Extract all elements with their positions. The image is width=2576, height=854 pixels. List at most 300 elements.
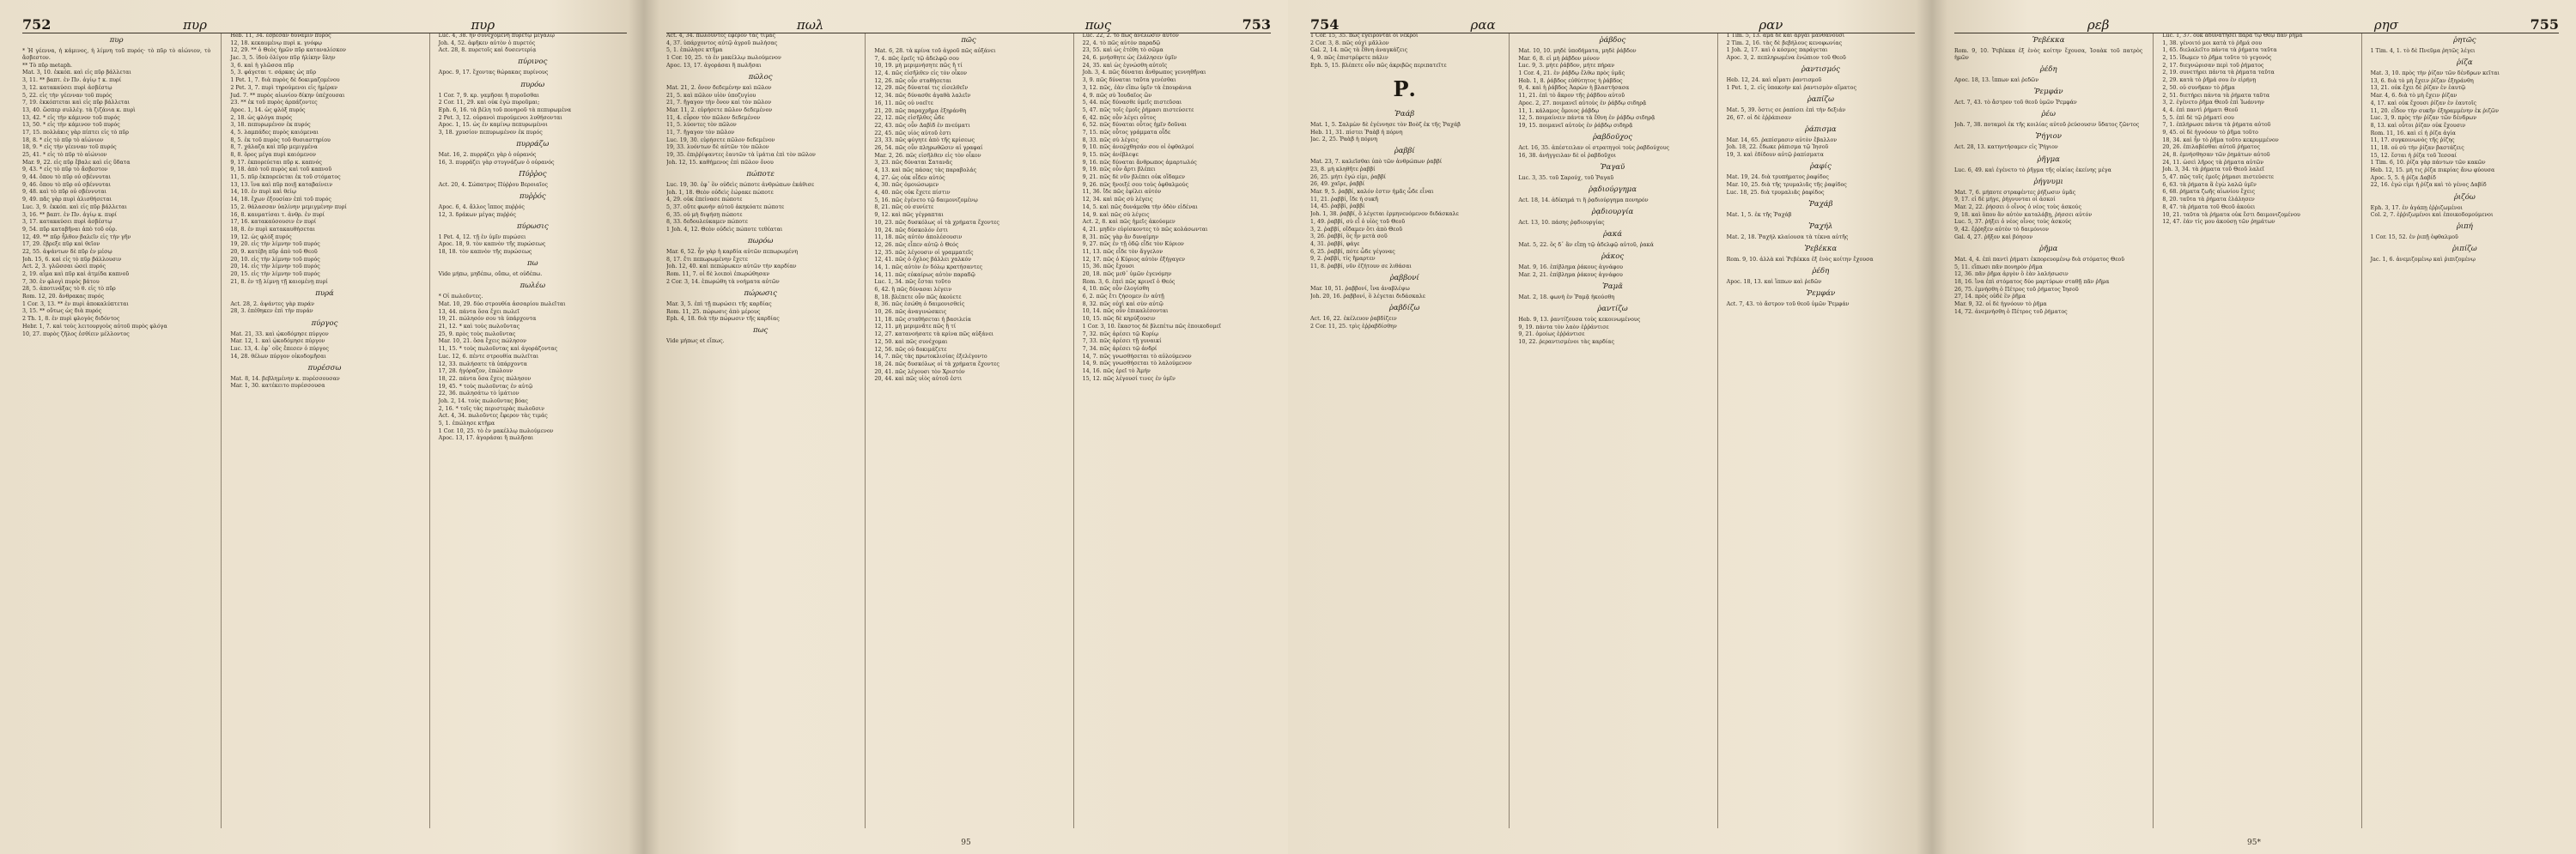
headword: ῥαντίζω (1597, 305, 1628, 313)
headword: Ῥαάβ (1394, 109, 1415, 118)
concordance-entry: 4, 10. πῶς οὖν ἐλογίσθη (1082, 286, 1150, 293)
concordance-entry: Mat. 1, 5. ἐκ τῆς Ῥαχάβ (1726, 211, 1792, 218)
concordance-entry: 14, 10. ἐν πυρὶ καὶ θείῳ (230, 189, 297, 196)
concordance-entry: 13, 40. ὥσπερ συλλέγ. τὰ ζιζάνια κ. πυρὶ (22, 106, 136, 113)
concordance-entry: Joh. 12, 15. καθήμενος ἐπὶ πῶλον ὄνου (666, 159, 774, 166)
concordance-entry: Apoc. 9, 17. ἔχοντας θώρακας πυρίνους (438, 70, 549, 76)
concordance-entry: 5, 11. εἴπωσι πᾶν πονηρὸν ῥῆμα (1954, 263, 2043, 270)
concordance-entry: 9, 45. οἱ δὲ ἠγνόουν τὸ ῥῆμα τοῦτο (2162, 129, 2258, 136)
headword: ῥαββονί (1389, 274, 1419, 283)
concordance-entry: 20, 14. εἰς τὴν λίμνην τοῦ πυρός (230, 263, 320, 270)
concordance-entry: Hebr. 1, 7. καὶ τοὺς λειτουργοὺς αὐτοῦ πυρὸς φλόγα (22, 323, 167, 330)
concordance-entry: 21, 7. ἤγαγον τὴν ὄνον καὶ τὸν πῶλον (666, 100, 772, 106)
concordance-entry: Joh. 15, 6. καὶ εἰς τὸ πῦρ βάλλουσιν (22, 256, 122, 263)
concordance-entry: Rom. 11, 7. οἱ δὲ λοιποὶ ἐπωρώθησαν (666, 271, 770, 278)
concordance-entry: Apoc. 13, 17. ἀγοράσαι ἢ πωλῆσαι (438, 435, 534, 442)
concordance-entry: Joh. 4, 52. ἀφῆκεν αὐτὸν ὁ πυρετός (438, 39, 536, 46)
concordance-entry: 22, 36. πωλησάτω τὸ ἱμάτιον (438, 391, 519, 397)
concordance-entry: 19, 20. εἰς τὴν λίμνην τοῦ πυρός (230, 241, 320, 248)
concordance-entry: 9, 4. καὶ ἡ ῥάβδος Ἀαρὼν ἡ βλαστήσασα (1518, 85, 1630, 92)
concordance-entry: 19, 33. λυόντων δὲ αὐτῶν τὸν πῶλον (666, 144, 769, 151)
concordance-entry: 11, 17. συγκοινωνὸς τῆς ῥίζης (2370, 137, 2455, 144)
headword: πω (527, 259, 538, 269)
concordance-entry: 7, 33. πῶς ἀρέσει τῇ γυναικί (1082, 338, 1162, 345)
concordance-entry: 9, 42. ἔῤῥηξεν αὐτὸν τὸ δαιμόνιον (1954, 227, 2049, 233)
concordance-entry: 12, 33. πωλήσατε τὰ ὑπάρχοντα (438, 360, 527, 367)
concordance-entry: 26, 25. μήτι ἐγώ εἰμι, ῥαββί (1310, 173, 1387, 180)
concordance-entry: 20, 9. κατέβη πῦρ ἀπὸ τοῦ Θεοῦ (230, 248, 318, 255)
headword: Ῥεμφάν (2033, 88, 2063, 97)
concordance-entry: Heb. 11, 31. πίστει Ῥαὰβ ἡ πόρνη (1310, 129, 1403, 136)
concordance-entry: 14, 18. ἔχων ἐξουσίαν ἐπὶ τοῦ πυρός (230, 197, 331, 203)
concordance-entry: * Οἱ πωλοῦντες. (438, 294, 483, 300)
concordance-entry: Mar. 6, 8. εἰ μὴ ῥάβδον μόνον (1518, 55, 1600, 62)
concordance-entry: Mar. 14, 65. ῥαπίσμασιν αὐτὸν ἔβαλλον (1726, 136, 1838, 143)
concordance-entry: 9, 54. πῦρ καταβῆναι ἀπὸ τοῦ οὐρ. (22, 226, 118, 233)
concordance-entry: 9, 49. πᾶς γὰρ πυρὶ ἁλισθήσεται (22, 197, 112, 203)
concordance-entry: 12, 34. πῶς δύνασθε ἀγαθὰ λαλεῖν (874, 93, 971, 100)
concordance-entry: Luc. 13, 4. ἐφ᾽ οὓς ἔπεσεν ὁ πύργος (230, 345, 329, 352)
page-754 (1288, 0, 1932, 854)
concordance-entry: 6, 68. ῥήματα ζωῆς αἰωνίου ἔχεις (2162, 189, 2255, 196)
concordance-entry: Luc. 3, 9. πρὸς τὴν ῥίζαν τῶν δένδρων (2370, 115, 2477, 122)
concordance-entry: Luc. 3, 9. ἐκκόπ. καὶ εἰς πῦρ βάλλεται (22, 203, 127, 210)
concordance-entry: 18, 8. ἐν πυρὶ κατακαυθήσεται (230, 226, 315, 233)
concordance-entry: 11, 36. ἴδε πῶς ἐφίλει αὐτόν (1082, 189, 1162, 196)
concordance-entry: 9, 18. ἀπὸ τοῦ πυρὸς καὶ τοῦ καπνοῦ (230, 167, 332, 173)
column-1 (1954, 33, 2142, 828)
concordance-entry: 1 Cor. 10, 25. τὸ ἐν μακέλλῳ πωλούμενον (438, 427, 554, 434)
concordance-entry: 9, 26. πῶς ἤνοιξέ σου τοὺς ὀφθαλμούς (1082, 181, 1189, 188)
header-word-left: ραα (1470, 17, 1496, 33)
concordance-entry: Apoc. 18, 13. ἵππων καὶ ῥεδῶν (1954, 77, 2039, 84)
headword: ῥαπίζω (1807, 94, 1834, 104)
concordance-entry: 1 Cor. 4, 21. ἐν ῥάβδῳ ἔλθω πρὸς ὑμᾶς (1518, 70, 1625, 77)
concordance-entry: 14, 28. θέλων πύργον οἰκοδομῆσαι (230, 353, 326, 360)
concordance-entry: 1 Cor. 15, 52. ἐν ῥιπῇ ὀφθαλμοῦ (2370, 234, 2458, 241)
concordance-entry: Joh. 3, 34. τὰ ῥήματα τοῦ Θεοῦ λαλεῖ (2162, 167, 2265, 173)
headword: πώποτε (746, 169, 775, 179)
concordance-entry: 17, 15. πολλάκις γὰρ πίπτει εἰς τὸ πῦρ (22, 129, 130, 136)
column-2 (1509, 33, 1706, 828)
concordance-entry: 1 Pet. 1, 7. διὰ πυρὸς δὲ δοκιμαζομένου (230, 77, 340, 84)
concordance-entry: 5, 3. φάγεται τ. σάρκας ὡς πῦρ (230, 70, 317, 76)
headword: ῥέδη (2039, 65, 2057, 75)
concordance-entry: 11, 21. ἐπὶ τὸ ἄκρον τῆς ῥάβδου αὐτοῦ (1518, 93, 1625, 100)
headword: ῥίζα (2456, 58, 2473, 68)
concordance-entry: 12, 3. δράκων μέγας πυῤῥός (438, 211, 516, 218)
concordance-entry: 9, 17. ἐκπορεύεται πῦρ κ. καπνός (230, 159, 322, 166)
concordance-entry: Rom. 12, 20. ἄνθρακας πυρός (22, 294, 105, 300)
headword: ῥαβδοῦχος (1592, 132, 1633, 142)
concordance-entry: Act. 4, 34. πωλοῦντες ἔφερον τὰς τιμάς (438, 413, 548, 420)
concordance-entry: 3, 9. πῶς δύναται ταῦτα γενέσθαι (1082, 77, 1176, 84)
concordance-entry: Joh. 20, 16. ῥαββονί, ὃ λέγεται διδάσκαλε (1310, 293, 1426, 300)
concordance-entry: Apoc. 1, 14. ὡς φλὸξ πυρός (230, 106, 306, 113)
concordance-entry: Mat. 2, 18. Ῥαχὴλ κλαίουσα τὰ τέκνα αὐτῆς (1726, 233, 1849, 240)
concordance-entry: Apoc. 6, 4. ἄλλος ἵππος πυῤῥός (438, 203, 525, 210)
headword: ῥαβδίζω (1388, 303, 1420, 312)
concordance-entry: Joh. 2, 14. τοὺς πωλοῦντας βόας (438, 397, 528, 404)
headword: πυρόω (520, 80, 545, 89)
concordance-entry: 26, 54. πῶς οὖν πληρωθῶσιν αἱ γραφαί (874, 144, 983, 151)
concordance-entry: 1, 65. διελαλεῖτο πάντα τὰ ῥήματα ταῦτα (2162, 47, 2277, 54)
text-columns (1954, 33, 2559, 828)
concordance-entry: Joh. 1, 38. ῥαββί, ὃ λέγεται ἑρμηνευόμενον διδάσκαλε (1310, 211, 1459, 218)
concordance-entry: 23, 55. καὶ ὡς ἐτέθη τὸ σῶμα (1082, 47, 1163, 54)
headword: ῥαντισμός (1801, 65, 1840, 75)
concordance-entry: 14, 72. ἀνεμνήσθη ὁ Πέτρος τοῦ ῥήματος (1954, 308, 2068, 315)
concordance-entry: Joh. 1, 18. Θεὸν οὐδεὶς ἑώρακε πώποτε (666, 189, 774, 196)
concordance-entry: 16, 8. καυματίσαι τ. ἀνθρ. ἐν πυρί (230, 211, 325, 218)
concordance-entry: Apoc. 5, 5. ἡ ῥίζα Δαβίδ (2370, 174, 2436, 181)
concordance-entry: 3, 23. πῶς δύναται Σατανᾶς (874, 160, 953, 167)
concordance-entry: 12, 49. ** πῦρ ἦλθον βαλεῖν εἰς τὴν γῆν (22, 233, 131, 240)
concordance-entry: 7, 19. ἐκκόπτεται καὶ εἰς πῦρ βάλλεται (22, 100, 131, 106)
concordance-entry: 1 Joh. 2, 17. καὶ ὁ κόσμος παράγεται (1726, 47, 1828, 54)
concordance-entry: Luc. 19, 30. εὑρήσετε πῶλον δεδεμένον (666, 136, 775, 143)
concordance-entry: 1, 38. γένοιτό μοι κατὰ τὸ ῥῆμά σου (2162, 39, 2263, 46)
concordance-entry: 8, 21. πῶς οὐ συνίετε (874, 204, 934, 211)
header-word-left: ρεβ (2087, 17, 2110, 33)
header-word-left: πωλ (796, 17, 824, 33)
concordance-entry: Rom. 11, 16. καὶ εἰ ἡ ῥίζα ἁγία (2370, 130, 2456, 136)
concordance-entry: 11, 5. λύοντες τὸν πῶλον (666, 122, 737, 129)
concordance-entry: 3, 2. ῥαββί, οἴδαμεν ὅτι ἀπὸ Θεοῦ (1310, 226, 1403, 233)
concordance-entry: 11, 7. ἤγαγον τὸν πῶλον (666, 129, 735, 136)
concordance-entry: 9, 27. πῶς ἐν τῇ ὁδῷ εἶδε τὸν Κύριον (1082, 241, 1184, 248)
concordance-entry: 8, 47. τὰ ῥήματα τοῦ Θεοῦ ἀκούει (2162, 203, 2256, 210)
concordance-entry: Mar. 11, 2. εὑρήσετε πῶλον δεδεμένον (666, 106, 773, 113)
concordance-entry: Jud. 7. ** πυρὸς αἰωνίου δίκην ὑπέχουσαι (230, 92, 345, 99)
concordance-entry: 1 Tim. 4, 1. τὸ δὲ Πνεῦμα ῥητῶς λέγει (2370, 48, 2476, 54)
concordance-entry: Mar. 4, 6. διὰ τὸ μὴ ἔχειν ῥίζαν (2370, 93, 2458, 100)
concordance-entry: Mat. 8, 14. βεβλημένην κ. πυρέσσουσαν (230, 375, 340, 382)
concordance-entry: 3, 12. κατακαύσει πυρὶ ἀσβέστῳ (22, 84, 112, 91)
headword: ῥέδη (1812, 266, 1830, 276)
concordance-entry: Heb. 1, 8. ῥάβδος εὐθύτητος ἡ ῥάβδος (1518, 77, 1623, 84)
concordance-entry: 13, 13. ἵνα καὶ πῦρ ποιῇ καταβαίνειν (230, 181, 333, 188)
concordance-entry: 8, 18. βλέπετε οὖν πῶς ἀκούετε (874, 294, 962, 300)
concordance-entry: 11, 18. πῶς αὐτὸν ἀπολέσουσιν (874, 234, 963, 241)
concordance-entry: 24, 6. μνήσθητε ὡς ἐλάλησεν ὑμῖν (1082, 55, 1177, 62)
concordance-entry: Rom. 9, 10. Ῥεβέκκα ἐξ ἑνὸς κοίτην ἔχουσα, Ἰσαὰκ τοῦ πατρὸς ἡμῶν (1954, 48, 2143, 62)
concordance-entry: 10, 27. πυρὸς ζῆλος ἐσθίειν μέλλοντος (22, 330, 130, 337)
concordance-entry: 18, 22. πάντα ὅσα ἔχεις πώλησον (438, 375, 532, 382)
concordance-entry: 19, 15. ποιμανεῖ αὐτοὺς ἐν ῥάβδῳ σιδηρᾷ (1518, 122, 1633, 129)
headword: ῥᾳδιουργία (1591, 207, 1634, 216)
concordance-entry: 1 Cor. 3, 13. ** ἐν πυρὶ ἀποκαλύπτεται (22, 300, 129, 307)
concordance-entry: 3, 26. ῥαββί, ὃς ἦν μετὰ σοῦ (1310, 233, 1388, 240)
concordance-entry: 23, 8. μὴ κληθῆτε ῥαββί (1310, 167, 1376, 173)
concordance-entry: Mar. 12, 1. καὶ ᾠκοδόμησε πύργον (230, 338, 325, 345)
concordance-entry: 9, 2. ῥαββί, τίς ἥμαρτεν (1310, 256, 1376, 263)
concordance-entry: 5, 1. ἐπώλησε κτῆμα (666, 47, 723, 54)
concordance-entry: 12, 29. πῶς δύναταί τις εἰσελθεῖν (874, 85, 969, 92)
concordance-entry: 1 Joh. 4, 12. Θεὸν οὐδεὶς πώποτε τεθέαται (666, 226, 783, 233)
concordance-entry: Luc. 18, 25. διὰ τρυμαλιᾶς ῥαφίδος (1726, 189, 1825, 196)
concordance-entry: 12, 47. ἐάν τίς μου ἀκούσῃ τῶν ῥημάτων (2162, 219, 2275, 226)
concordance-entry: 8, 5. ἐκ τοῦ πυρὸς τοῦ θυσιαστηρίου (230, 136, 331, 143)
concordance-entry: 12, 35. πῶς λέγουσιν οἱ γραμματεῖς (874, 249, 974, 256)
concordance-entry: Heb. 11, 34. ἔσβεσαν δύναμιν πυρός (230, 33, 331, 39)
gutter-shadow (1917, 0, 1932, 854)
concordance-entry: 8, 20. ταῦτα τὰ ῥήματα ἐλάλησεν (2162, 197, 2255, 203)
concordance-entry: 22, 12. πῶς εἰσῆλθες ὧδε (874, 115, 945, 122)
concordance-entry: Luc. 6, 49. καὶ ἐγένετο τὸ ῥῆγμα τῆς οἰκίας ἐκείνης μέγα (1954, 167, 2111, 173)
concordance-entry: 15, 12. πῶς λέγουσί τινες ἐν ὑμῖν (1082, 375, 1176, 382)
concordance-entry: 10, 15. πῶς δὲ κηρύξουσιν (1082, 316, 1156, 323)
headword: ῥακά (1602, 230, 1623, 239)
concordance-entry: Luc. 19, 30. ἐφ᾽ ὃν οὐδεὶς πώποτε ἀνθρώπων ἐκάθισε (666, 181, 815, 188)
gutter-shadow (629, 0, 644, 854)
headword: πῶς (961, 36, 976, 45)
headword: πωρόω (747, 237, 774, 246)
concordance-entry: 12, 36. πᾶν ῥῆμα ἀργὸν ὃ ἐὰν λαλήσωσιν (1954, 271, 2069, 278)
concordance-entry: 2, 18. ὡς φλόγα πυρός (230, 114, 293, 121)
concordance-entry: 5, 22. εἰς τὴν γέενναν τοῦ πυρός (22, 92, 112, 99)
concordance-entry: 15, 36. πῶς ἔχουσι (1082, 263, 1135, 270)
headword: Ῥαχήλ (1808, 221, 1833, 231)
concordance-entry: 2, 50. οὐ συνῆκαν τὸ ῥῆμα (2162, 84, 2235, 91)
concordance-entry: Rom. 3, 6. ἐπεὶ πῶς κρινεῖ ὁ Θεός (1082, 278, 1176, 285)
concordance-entry: 11, 18. οὐ σὺ τὴν ῥίζαν βαστάζεις (2370, 144, 2464, 151)
concordance-entry: 18, 8. * εἰς τὸ πῦρ τὸ αἰώνιον (22, 136, 104, 143)
concordance-entry: 28, 3. ἐπέθηκεν ἐπὶ τὴν πυράν (230, 308, 313, 315)
concordance-entry: 9, 19. πῶς οὖν ἄρτι βλέπει (1082, 167, 1156, 173)
concordance-entry: 27, 14. πρὸς οὐδὲ ἓν ῥῆμα (1954, 294, 2026, 300)
concordance-entry: 3, 18. χρυσίον πεπυρωμένον ἐκ πυρός (438, 130, 543, 136)
concordance-entry: Mat. 6, 28. τὰ κρίνα τοῦ ἀγροῦ πῶς αὐξάνει (874, 48, 996, 54)
column-1 (666, 33, 854, 828)
concordance-entry: 9, 12. καὶ πῶς γέγραπται (874, 212, 944, 219)
column-3 (1717, 33, 1915, 828)
concordance-entry: Act. 7, 43. τὸ ἄστρον τοῦ θεοῦ ὑμῶν Ῥεμφάν (1954, 100, 2077, 106)
concordance-entry: * Ἡ γέεννα, ἡ κάμινος, ἡ λίμνη τοῦ πυρός· τὸ πῦρ τὸ αἰώνιον, τὸ ἄσβεστον. (22, 48, 211, 62)
column-3 (2361, 33, 2559, 828)
concordance-entry: 3, 12. πῶς, ἐὰν εἴπω ὑμῖν τὰ ἐπουράνια (1082, 84, 1192, 91)
concordance-entry: Mar. 9, 32. οἱ δὲ ἠγνόουν τὸ ῥῆμα (1954, 301, 2047, 307)
concordance-entry: 6, 42. πῶς οὖν λέγει οὗτος (1082, 114, 1157, 121)
concordance-entry: 3, 2. ἐγένετο ῥῆμα Θεοῦ ἐπὶ Ἰωάννην (2162, 100, 2264, 106)
concordance-entry: Apoc. 18, 9. τὸν καπνὸν τῆς πυρώσεως (438, 241, 546, 248)
header-word-right: πυρ (471, 17, 495, 33)
headword: Ῥεβέκκα (2032, 36, 2065, 45)
concordance-entry: 10, 22. ῥεραντισμένοι τὰς καρδίας (1518, 339, 1614, 346)
concordance-entry: 11, 20. εἶδον τὴν συκῆν ἐξηραμμένην ἐκ ῥιζῶν (2370, 107, 2499, 114)
concordance-entry: 15, 2. θάλασσαν ὑαλίνην μεμιγμένην πυρί (230, 203, 347, 210)
concordance-entry: 2 Tim. 2, 16. τὰς δὲ βεβήλους κενοφωνίας (1726, 39, 1843, 46)
concordance-entry: 2 Pet. 3, 12. οὐρανοὶ πυρούμενοι λυθήσονται (438, 114, 562, 121)
concordance-entry: 26, 67. οἱ δὲ ἐῤῥάπισαν (1726, 114, 1792, 121)
concordance-entry: 5, 47. πῶς τοῖς ἐμοῖς ῥήμασι πιστεύσετε (1082, 106, 1194, 113)
page-number: 754 (1310, 16, 1340, 33)
concordance-entry: 9, 46. ὅπου τὸ πῦρ οὐ σβέννυται (22, 181, 112, 188)
concordance-entry: Apoc. 3, 2. πεπληρωμένα ἐνώπιον τοῦ Θεοῦ (1726, 55, 1846, 62)
column-3 (1073, 33, 1271, 828)
concordance-entry: Mar. 10, 21. ὅσα ἔχεις πώλησον (438, 338, 526, 345)
concordance-entry: 2, 17. διεγνώρισαν περὶ τοῦ ῥήματος (2162, 62, 2264, 69)
running-header (22, 10, 627, 33)
concordance-entry: Eph. 5, 15. βλέπετε οὖν πῶς ἀκριβῶς περιπατεῖτε (1310, 62, 1447, 69)
concordance-entry: 13, 44. πάντα ὅσα ἔχει πωλεῖ (438, 308, 519, 315)
concordance-entry: 14, 9. πῶς γνωσθήσεται τὸ λαλούμενον (1082, 360, 1192, 367)
header-word-left: πυρ (183, 17, 207, 33)
concordance-entry: 26, 49. χαῖρε, ῥαββί (1310, 181, 1365, 188)
concordance-entry: Joh. 3, 4. πῶς δύναται ἄνθρωπος γεννηθῆναι (1082, 70, 1206, 76)
concordance-entry: 6, 63. τὰ ῥήματα ἃ ἐγὼ λαλῶ ὑμῖν (2162, 181, 2257, 188)
concordance-entry: Mat. 23, 7. καλεῖσθαι ὑπὸ τῶν ἀνθρώπων ῥαββί (1310, 159, 1443, 166)
concordance-entry: Apoc. 2, 27. ποιμανεῖ αὐτοὺς ἐν ῥάβδῳ σιδηρᾷ (1518, 100, 1647, 106)
headword: Πύῤῥος (519, 169, 547, 179)
concordance-entry: 3, 15. ** οὕτως ὡς διὰ πυρός (22, 308, 102, 315)
column-2 (221, 33, 418, 828)
concordance-entry: Mar. 2, 21. ἐπίβλημα ῥάκους ἀγνάφου (1518, 271, 1623, 278)
headword: Ῥαγαῦ (1600, 162, 1625, 172)
concordance-entry: Mat. 7, 6. μήποτε στραφέντες ῥήξωσιν ὑμᾶς (1954, 189, 2076, 196)
concordance-entry: 18, 9. * εἰς τὴν γέενναν τοῦ πυρός (22, 144, 117, 151)
running-header (1310, 10, 1915, 33)
concordance-entry: Act. 18, 14. ἀδίκημά τι ἢ ῥᾳδιούργημα πονηρόν (1518, 197, 1649, 203)
headword: πυῤῥός (519, 191, 546, 201)
concordance-entry: 3, 18. πεπυρωμένον ἐκ πυρός (230, 122, 311, 129)
concordance-entry: 14, 45. ῥαββί, ῥαββί (1310, 203, 1365, 210)
concordance-entry: 9, 10. πῶς ἀνεῴχθησάν σου οἱ ὀφθαλμοί (1082, 144, 1194, 151)
headword: ῥᾳδιούργημα (1589, 185, 1637, 194)
concordance-entry: 8, 31. πῶς γὰρ ἂν δυναίμην (1082, 233, 1159, 240)
page-752 (0, 0, 644, 854)
concordance-entry: 1, 49. ῥαββί, σὺ εἶ ὁ υἱὸς τοῦ Θεοῦ (1310, 218, 1406, 225)
column-2 (865, 33, 1062, 828)
concordance-entry: 5, 1. ἐπώλησε κτῆμα (438, 421, 495, 427)
concordance-entry: 1 Cor. 15, 35. πῶς ἐγείρονται οἱ νεκροί (1310, 33, 1419, 39)
concordance-entry: 1 Cor. 7, 9. κρ. γαμῆσαι ἢ πυροῦσθαι (438, 92, 540, 99)
concordance-entry: 14, 1. πῶς αὐτὸν ἐν δόλῳ κρατήσαντες (874, 263, 983, 270)
headword: πώρωσις (744, 288, 777, 298)
page-number: 755 (2530, 16, 2559, 33)
concordance-entry: 5, 47. πῶς τοῖς ἐμοῖς ῥήμασι πιστεύσετε (2162, 174, 2275, 181)
concordance-entry: 2, 15. ἴδωμεν τὸ ῥῆμα τοῦτο τὸ γεγονός (2162, 55, 2272, 62)
column-2 (2153, 33, 2350, 828)
concordance-entry: 4, 29. οὐκ ἐπείνασε πώποτε (666, 197, 743, 203)
headword: πῶλος (748, 72, 773, 82)
concordance-entry: 26, 75. ἐμνήσθη ὁ Πέτρος τοῦ ῥήματος Ἰησοῦ (1954, 286, 2079, 293)
running-header (1954, 10, 2559, 33)
headword: πωλέω (519, 282, 546, 291)
concordance-entry: 18, 16. ἵνα ἐπὶ στόματος δύο μαρτύρων σταθῇ πᾶν ῥῆμα (1954, 278, 2110, 285)
concordance-entry: Act. 16, 22. ἐκέλευον ῥαβδίζειν (1310, 315, 1397, 322)
header-word-right: ρησ (2373, 17, 2398, 33)
concordance-entry: Jac. 3, 5. ἰδοὺ ὀλίγον πῦρ ἡλίκην ὕλην (230, 55, 336, 62)
concordance-entry: 11, 21. ῥαββί, ἴδε ἡ συκῆ (1310, 196, 1378, 203)
headword: πυρά (315, 288, 334, 298)
concordance-entry: 10, 23. πῶς δυσκόλως οἱ τὰ χρήματα ἔχοντες (874, 219, 999, 226)
concordance-entry: 4, 27. ὡς οὐκ οἶδεν αὐτός (874, 174, 945, 181)
text-columns (1310, 33, 1915, 828)
headword: ῥάπισμα (1804, 124, 1837, 134)
headword: πύρινος (518, 58, 548, 67)
concordance-entry: 14, 7. πῶς γνωσθήσεται τὸ αὐλούμενον (1082, 353, 1192, 360)
concordance-entry: 14, 16. πῶς ἐρεῖ τὸ Ἀμήν (1082, 367, 1151, 374)
concordance-entry: 25, 9. πρὸς τοὺς πωλοῦντας (438, 330, 516, 337)
concordance-entry: 13, 42. * εἰς τὴν κάμινον τοῦ πυρός (22, 114, 120, 121)
concordance-entry: 4, 4. ἐπὶ παντὶ ῥήματι Θεοῦ (2162, 106, 2239, 113)
concordance-entry: Mat. 2, 18. φωνὴ ἐν Ῥαμᾷ ἠκούσθη (1518, 294, 1615, 300)
concordance-entry: 12, 34. καὶ πῶς σὺ λέγεις (1082, 197, 1153, 203)
concordance-entry: 2 Cor. 11, 29. καὶ οὐκ ἐγὼ πυροῦμαι; (438, 100, 540, 106)
concordance-entry: Act. 20, 4. Σώπατρος Πύῤῥου Βεροιαῖος (438, 181, 549, 188)
concordance-entry: 12, 18. κεκαυμένῳ πυρὶ κ. γνόφῳ (230, 39, 322, 46)
header-word-right: ραν (1759, 17, 1783, 33)
concordance-entry: 4, 30. πῶς ὁμοιώσωμεν (874, 182, 939, 189)
concordance-entry: Mat. 16, 2. πυρράζει γὰρ ὁ οὐρανός (438, 152, 537, 159)
concordance-entry: Luc. 5, 37. ῥήξει ὁ νέος οἶνος τοὺς ἀσκούς (1954, 219, 2072, 226)
concordance-entry: 21, 12. * καὶ τοὺς πωλοῦντας (438, 324, 520, 330)
right-spread (1288, 0, 2576, 854)
concordance-entry: 2 Pet. 3, 7. πυρὶ τηρούμενοι εἰς ἡμέραν (230, 84, 337, 91)
concordance-entry: 8, 13. καὶ οὗτοι ῥίζαν οὐκ ἔχουσιν (2370, 122, 2466, 129)
concordance-entry: 12, 56. πῶς οὐ δοκιμάζετε (874, 346, 947, 353)
concordance-entry: 22, 45. πῶς υἱὸς αὐτοῦ ἐστι (874, 130, 951, 136)
concordance-entry: 11, 13. πῶς εἶδε τὸν ἄγγελον (1082, 248, 1163, 255)
concordance-entry: Act. 2, 8. καὶ πῶς ἡμεῖς ἀκούομεν (1082, 219, 1176, 226)
concordance-entry: Luc. 1, 34. πῶς ἔσται τοῦτο (874, 279, 951, 286)
concordance-entry: 4, 9. πῶς ἐπιστρέφετε πάλιν (1310, 55, 1388, 62)
concordance-entry: Mat. 21, 33. καὶ ᾠκοδόμησε πύργον (230, 330, 329, 337)
concordance-entry: Gal. 4, 27. ῥῆξον καὶ βόησον (1954, 233, 2033, 240)
concordance-entry: 2 Th. 1, 8. ἐν πυρὶ φλογὸς διδόντος (22, 316, 120, 323)
concordance-entry: 10, 24. πῶς δύσκολόν ἐστι (874, 227, 949, 233)
concordance-entry: Mar. 1, 30. κατέκειτο πυρέσσουσα (230, 383, 325, 390)
concordance-entry: Mat. 4, 4. ἐπὶ παντὶ ῥήματι ἐκπορευομένῳ διὰ στόματος Θεοῦ (1954, 256, 2125, 263)
headword: πυρέσσω (307, 363, 342, 372)
concordance-entry: 1 Pet. 4, 12. τῇ ἐν ὑμῖν πυρώσει (438, 233, 526, 240)
headword: πύρωσις (517, 221, 549, 231)
concordance-entry: 18, 18. τὸν καπνὸν τῆς πυρώσεως (438, 249, 532, 256)
concordance-entry: 23. ** ἐκ τοῦ πυρὸς ἁρπάζοντες (230, 100, 318, 106)
concordance-entry: Joh. 7, 38. ποταμοὶ ἐκ τῆς κοιλίας αὐτοῦ ῥεύσουσιν ὕδατος ζῶντος (1954, 122, 2140, 129)
signature-mark: 95 (961, 839, 971, 847)
concordance-entry: Gal. 2, 14. πῶς τὰ ἔθνη ἀναγκάζεις (1310, 47, 1408, 54)
concordance-entry: 13, 50. * εἰς τὴν κάμινον τοῦ πυρός (22, 122, 120, 129)
concordance-entry: 11, 18. πῶς σταθήσεται ἡ βασιλεία (874, 316, 971, 323)
concordance-entry: 3, 11. ** βαπτ. ἐν Πν. ἁγίῳ † κ. πυρί (22, 77, 122, 84)
concordance-entry: 10, 21. ταῦτα τὰ ῥήματα οὐκ ἔστι δαιμονιζομένου (2162, 211, 2300, 218)
concordance-entry: 19, 3. καὶ ἐδίδουν αὐτῷ ῥαπίσματα (1726, 152, 1824, 159)
concordance-entry: 17, 28. ἠγόραζον, ἐπώλουν (438, 368, 513, 375)
concordance-entry: Eph. 3, 17. ἐν ἀγάπῃ ἐῤῥιζωμένοι (2370, 204, 2463, 211)
concordance-entry: Luc. 9, 3. μήτε ῥάβδον, μήτε πήραν (1518, 63, 1615, 70)
concordance-entry: 22, 43. πῶς οὖν Δαβὶδ ἐν πνεύματι (874, 122, 970, 129)
concordance-entry: 6, 52. πῶς δύναται οὗτος ἡμῖν δοῦναι (1082, 122, 1187, 129)
headword: ῥητῶς (2453, 36, 2476, 45)
concordance-entry: 6, 35. οὐ μὴ διψήσῃ πώποτε (666, 211, 743, 218)
concordance-entry: 7, 4. πῶς ἐρεῖς τῷ ἀδελφῷ σου (874, 55, 959, 62)
section-letter: Ρ. (1393, 76, 1416, 101)
concordance-entry: Apoc. 1, 15. ὡς ἐν καμίνῳ πεπυρωμένοι (438, 122, 548, 129)
concordance-entry: 2, 51. διετήρει πάντα τὰ ῥήματα ταῦτα (2162, 92, 2270, 99)
concordance-entry: 11, 8. ῥαββί, νῦν ἐζήτουν σε λιθάσαι (1310, 263, 1412, 270)
concordance-entry: 22, 4. τὸ πῶς αὐτὸν παραδῷ (1082, 39, 1161, 46)
concordance-entry: 16, 38. ἀνήγγειλαν δὲ οἱ ῥαβδοῦχοι (1518, 152, 1617, 159)
concordance-entry: Luc. 1, 37. οὐκ ἀδυνατήσει παρὰ τῷ Θεῷ πᾶν ῥῆμα (2162, 33, 2303, 39)
concordance-entry: Joh. 12, 40. καὶ πεπώρωκεν αὐτῶν τὴν καρδίαν (666, 263, 797, 270)
concordance-entry: 15, 12. ἔσται ἡ ῥίζα τοῦ Ἰεσσαί (2370, 152, 2458, 159)
concordance-entry: Heb. 9, 13. ῥαντίζουσα τοὺς κεκοινωμένους (1518, 317, 1641, 323)
concordance-entry: 12, 29. ** ὁ Θεὸς ἡμῶν πῦρ καταναλίσκον (230, 47, 347, 54)
concordance-entry: Luc. 4, 38. ἦν συνεχομένη πυρετῷ μεγάλῳ (438, 33, 555, 39)
concordance-entry: Act. 16, 35. ἀπέστειλαν οἱ στρατηγοὶ τοὺς ῥαβδούχους (1518, 144, 1670, 151)
